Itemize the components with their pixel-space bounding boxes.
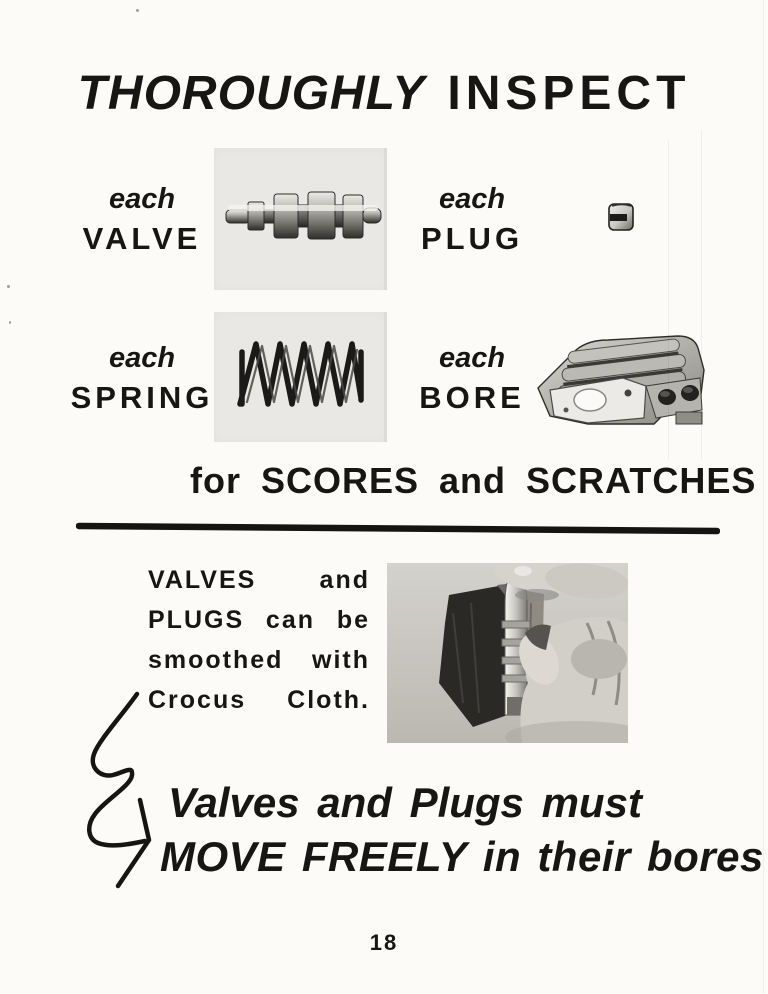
- hands-polishing-valve-with-crocus-cloth-photo: [387, 563, 628, 743]
- crocus-cloth-caption: [148, 566, 370, 726]
- plug-photo: [606, 200, 640, 234]
- page-title-italic-word: THOROUGHLY: [77, 67, 426, 120]
- emphasis-line-1: Valves and Plugs must: [168, 779, 642, 826]
- coil-spring-photo: [214, 312, 387, 442]
- page-title: [0, 66, 768, 121]
- caption-line: VALVES and: [148, 566, 370, 594]
- scan-speck: [7, 285, 10, 288]
- page-number: 18: [369, 930, 399, 955]
- scan-artifact-line: [701, 130, 702, 460]
- scan-artifact-line: [763, 0, 764, 994]
- valve-body-bore-photo: [528, 330, 710, 432]
- item-spring-name: SPRING: [70, 380, 214, 415]
- caption-line: Crocus Cloth.: [148, 686, 370, 714]
- item-bore-name: BORE: [419, 380, 525, 415]
- item-plug-label: [392, 185, 552, 254]
- item-spring-label: [62, 344, 222, 413]
- squiggle-arrow-icon: [55, 688, 175, 903]
- item-valve-name: VALVE: [82, 221, 202, 256]
- item-bore-qualifier: each: [438, 342, 506, 374]
- scan-speck: [136, 9, 139, 12]
- scan-speck: [9, 321, 11, 324]
- subtitle: for SCORES and SCRATCHES: [190, 460, 757, 501]
- item-valve-label: [62, 185, 222, 254]
- item-spring-qualifier: each: [108, 342, 176, 374]
- section-divider-rule: [76, 522, 720, 536]
- spool-valve-photo: [214, 148, 387, 290]
- emphasis-line-2: MOVE FREELY in their bores: [160, 833, 764, 880]
- scan-artifact-line: [668, 140, 669, 460]
- item-valve-qualifier: each: [108, 183, 176, 215]
- page-title-regular-word: INSPECT: [447, 67, 691, 120]
- item-plug-name: PLUG: [420, 221, 524, 256]
- item-plug-qualifier: each: [438, 183, 506, 215]
- caption-line: PLUGS can be: [148, 606, 370, 634]
- caption-line: smoothed with: [148, 646, 370, 674]
